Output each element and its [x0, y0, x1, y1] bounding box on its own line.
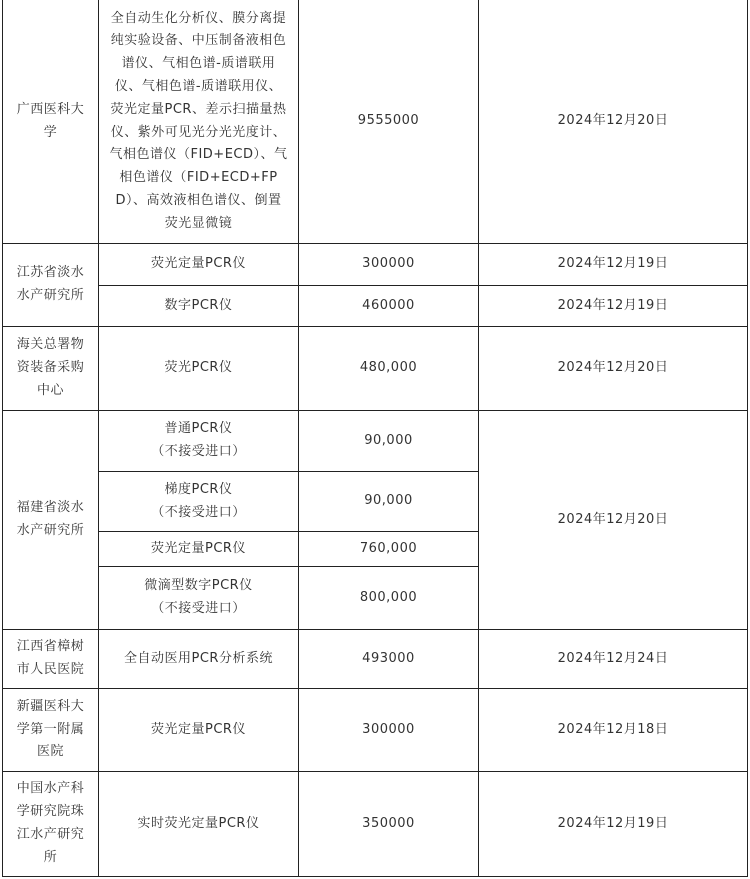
table-row [3, 0, 748, 244]
deadline-date: 2024年12月19日 [479, 286, 748, 327]
equipment-name: 荧光PCR仪 [99, 327, 299, 411]
org-name: 福建省淡水水产研究所 [3, 411, 99, 630]
table-row [3, 244, 748, 286]
equipment-name [99, 472, 299, 532]
equipment-name [99, 411, 299, 472]
deadline-date: 2024年12月18日 [479, 689, 748, 772]
budget-amount: 493000 [299, 630, 479, 689]
equipment-note: （不接受进口） [151, 444, 246, 459]
deadline-date: 2024年12月20日 [479, 0, 748, 244]
equipment-name: 数字PCR仪 [99, 286, 299, 327]
budget-amount: 760,000 [299, 532, 479, 567]
org-name: 广西医科大学 [3, 0, 99, 244]
table-row [3, 327, 748, 411]
budget-amount: 90,000 [299, 472, 479, 532]
equipment-label: 微滴型数字PCR仪 [144, 578, 253, 594]
deadline-date: 2024年12月19日 [479, 772, 748, 877]
budget-amount: 9555000 [299, 0, 479, 244]
equipment-label: 普通PCR仪 [164, 421, 233, 437]
org-name: 中国水产科学研究院珠江水产研究所 [3, 772, 99, 877]
deadline-date: 2024年12月20日 [479, 327, 748, 411]
table-row [3, 630, 748, 689]
equipment-name: 荧光定量PCR仪 [99, 689, 299, 772]
table-row [3, 286, 748, 327]
org-name: 江西省樟树市人民医院 [3, 630, 99, 689]
deadline-date: 2024年12月24日 [479, 630, 748, 689]
budget-amount: 90,000 [299, 411, 479, 472]
budget-amount: 800,000 [299, 567, 479, 630]
equipment-name: 全自动医用PCR分析系统 [99, 630, 299, 689]
budget-amount: 300000 [299, 244, 479, 286]
table-row [3, 689, 748, 772]
equipment-note: （不接受进口） [151, 504, 246, 520]
equipment-name: 荧光定量PCR仪 [99, 244, 299, 286]
equipment-label: 梯度PCR仪 [164, 481, 233, 497]
table-row [3, 411, 748, 472]
deadline-date: 2024年12月20日 [479, 411, 748, 630]
budget-amount: 300000 [299, 689, 479, 772]
org-name: 新疆医科大学第一附属医院 [3, 689, 99, 772]
equipment-name: 实时荧光定量PCR仪 [99, 772, 299, 877]
equipment-name: 荧光定量PCR仪 [99, 532, 299, 567]
deadline-date: 2024年12月19日 [479, 244, 748, 286]
table-row [3, 772, 748, 877]
equipment-name [99, 567, 299, 630]
equipment-name: 全自动生化分析仪、膜分离提纯实验设备、中压制备液相色谱仪、气相色谱-质谱联用仪、气相色谱-质谱联用仪、荧光定量PCR、差示扫描量热仪、紫外可见光分光光度计、气相色谱仪（FID+ECD）、气相色谱仪（FID+ECD+FPD）、高效液相色谱仪、倒置荧光显微镜 [99, 0, 299, 244]
budget-amount: 480,000 [299, 327, 479, 411]
budget-amount: 350000 [299, 772, 479, 877]
org-name: 江苏省淡水水产研究所 [3, 244, 99, 327]
procurement-table [2, 0, 748, 877]
org-name: 海关总署物资装备采购中心 [3, 327, 99, 411]
budget-amount: 460000 [299, 286, 479, 327]
equipment-note: （不接受进口） [151, 601, 246, 616]
